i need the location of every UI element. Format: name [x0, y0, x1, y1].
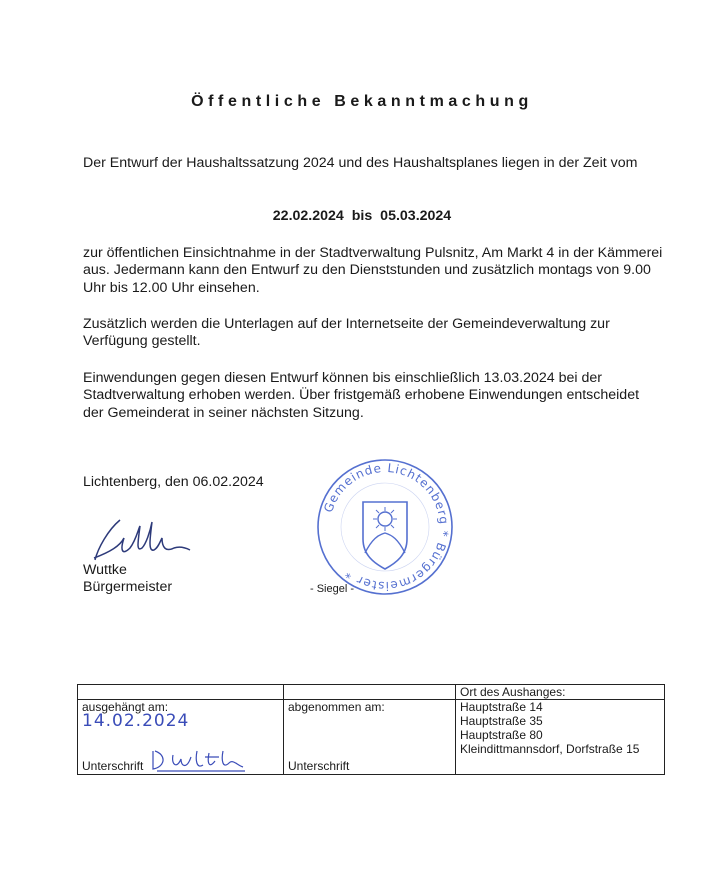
posted-date: 14.02.2024 [82, 711, 190, 731]
removed-cell [284, 700, 456, 775]
removed-signature-label: Unterschrift [288, 759, 350, 773]
place-date: Lichtenberg, den 06.02.2024 [83, 474, 264, 490]
intro-paragraph: Der Entwurf der Haushaltssatzung 2024 und des Haushaltsplanes liegen in der Zeit vom [83, 155, 638, 171]
mayor-signature [90, 508, 200, 568]
posting-signature [147, 747, 247, 773]
display-period: 22.02.2024 bis 05.03.2024 [272, 208, 452, 224]
location-item: Hauptstraße 35 [460, 714, 543, 728]
notice-title: Öffentliche Bekanntmachung [191, 93, 533, 110]
location-item: Kleindittmannsdorf, Dorfstraße 15 [460, 742, 640, 756]
locations-header: Ort des Aushanges: [456, 685, 665, 700]
inspection-paragraph: zur öffentlichen Einsichtnahme in der Stadtverwaltung Pulsnitz, Am Markt 4 in der Kämmerei aus. Jedermann kann den Entwurf zu den Dienststunden und zusätzlich montags von 9.00 Uhr bis 12.00 Uhr einsehen. [83, 245, 663, 296]
municipal-seal [312, 457, 458, 597]
objection-paragraph: Einwendungen gegen diesen Entwurf können bis einschließlich 13.03.2024 bei der Stadtverwaltung erhoben werden. Über fristgemäß erhobene Einwendungen entscheidet der Gemeinderat in seiner nächsten Sitzung. [83, 370, 640, 421]
signer-role: Bürgermeister [83, 579, 173, 595]
empty-header-cell [284, 685, 456, 700]
posted-label: ausgehängt am: [82, 700, 169, 714]
online-paragraph: Zusätzlich werden die Unterlagen auf der Internetseite der Gemeindeverwaltung zur Verfügung gestellt. [83, 316, 610, 350]
posting-table [77, 684, 665, 775]
seal-text: Gemeinde Lichtenberg * Bürgermeister * [321, 460, 452, 594]
removed-label: abgenommen am: [288, 700, 385, 714]
location-item: Hauptstraße 14 [460, 700, 543, 714]
empty-header-cell [78, 685, 284, 700]
seal-label: - Siegel - [310, 583, 355, 595]
posted-cell [78, 700, 284, 775]
signature-label: Unterschrift [82, 759, 144, 773]
location-item: Hauptstraße 80 [460, 728, 543, 742]
svg-text:Gemeinde Lichtenberg * Bürgerm [321, 461, 451, 593]
signer-name: Wuttke [83, 562, 127, 578]
locations-cell [456, 700, 665, 775]
